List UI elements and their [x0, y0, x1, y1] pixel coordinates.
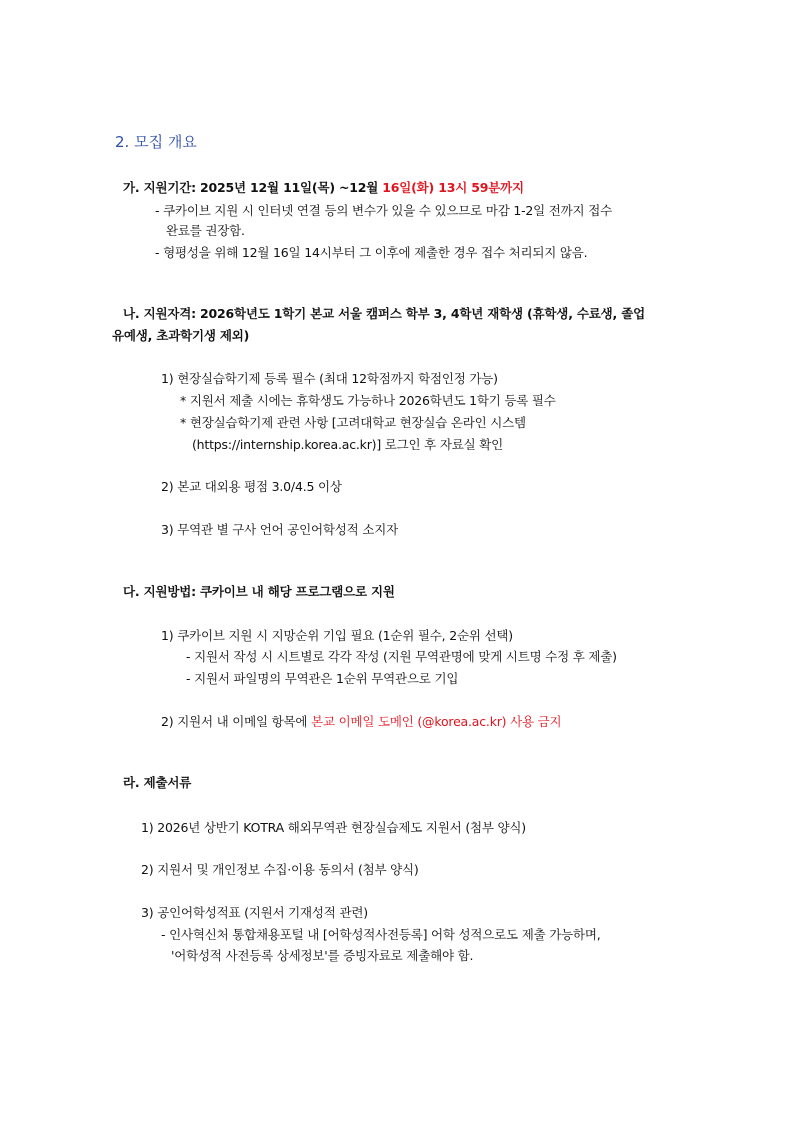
period-note-1: - 쿠카이브 지원 시 인터넷 연결 등의 변수가 있을 수 있으므로 마감 1-2일 전까지 접수: [155, 203, 612, 218]
period-deadline: 16일(화) 13시 59분까지: [382, 180, 524, 195]
period-heading: [123, 178, 524, 196]
documents-item-3: 3) 공인어학성적표 (지원서 기재성적 관련): [141, 905, 368, 920]
eligibility-item-2: 2) 본교 대외용 평점 3.0/4.5 이상: [161, 479, 342, 494]
documents-item-2: 2) 지원서 및 개인정보 수집·이용 동의서 (첨부 양식): [141, 862, 419, 877]
documents-heading: 라. 제출서류: [123, 775, 192, 790]
eligibility-item-3: 3) 무역관 별 구사 언어 공인어학성적 소지자: [161, 522, 398, 537]
method-heading: 다. 지원방법: 쿠카이브 내 해당 프로그램으로 지원: [123, 584, 395, 599]
period-note-2: - 형평성을 위해 12월 16일 14시부터 그 이후에 제출한 경우 접수 처리되지 않음.: [155, 245, 588, 260]
email-domain-warning: 본교 이메일 도메인 (@korea.ac.kr) 사용 금지: [311, 714, 562, 729]
internship-url: (https://internship.korea.ac.kr)] 로그인 후 자료실 확인: [192, 437, 503, 452]
period-note-1-cont: 완료를 권장함.: [166, 223, 245, 238]
eligibility-item-1-note-2: * 현장실습학기제 관련 사항 [고려대학교 현장실습 온라인 시스템: [180, 415, 526, 430]
method-item-1-note-2: - 지원서 파일명의 무역관은 1순위 무역관으로 기입: [186, 671, 459, 686]
eligibility-item-1-note-1: * 지원서 제출 시에는 휴학생도 가능하나 2026학년도 1학기 등록 필수: [180, 393, 556, 408]
documents-item-3-note-cont: '어학성적 사전등록 상세정보'를 증빙자료로 제출해야 함.: [171, 948, 474, 963]
documents-item-1: 1) 2026년 상반기 KOTRA 해외무역관 현장실습제도 지원서 (첨부 양식): [141, 820, 526, 835]
period-heading-text: 가. 지원기간: 2025년 12월 11일(목) ~12월: [123, 180, 383, 195]
eligibility-heading-cont: 유예생, 초과학기생 제외): [112, 328, 250, 343]
method-item-2: [161, 712, 561, 730]
method-item-2-text: 2) 지원서 내 이메일 항목에: [161, 714, 312, 729]
section-title: 2. 모집 개요: [115, 133, 197, 151]
method-item-1: 1) 쿠카이브 지원 시 지망순위 기입 필요 (1순위 필수, 2순위 선택): [161, 628, 513, 643]
documents-item-3-note: - 인사혁신처 통합채용포털 내 [어학성적사전등록] 어학 성적으로도 제출 가능하며,: [161, 927, 601, 942]
eligibility-item-1: 1) 현장실습학기제 등록 필수 (최대 12학점까지 학점인정 가능): [161, 371, 498, 386]
eligibility-heading: 나. 지원자격: 2026학년도 1학기 본교 서울 캠퍼스 학부 3, 4학년 재학생 (휴학생, 수료생, 졸업: [123, 306, 645, 321]
method-item-1-note-1: - 지원서 작성 시 시트별로 각각 작성 (지원 무역관명에 맞게 시트명 수정 후 제출): [186, 649, 617, 664]
